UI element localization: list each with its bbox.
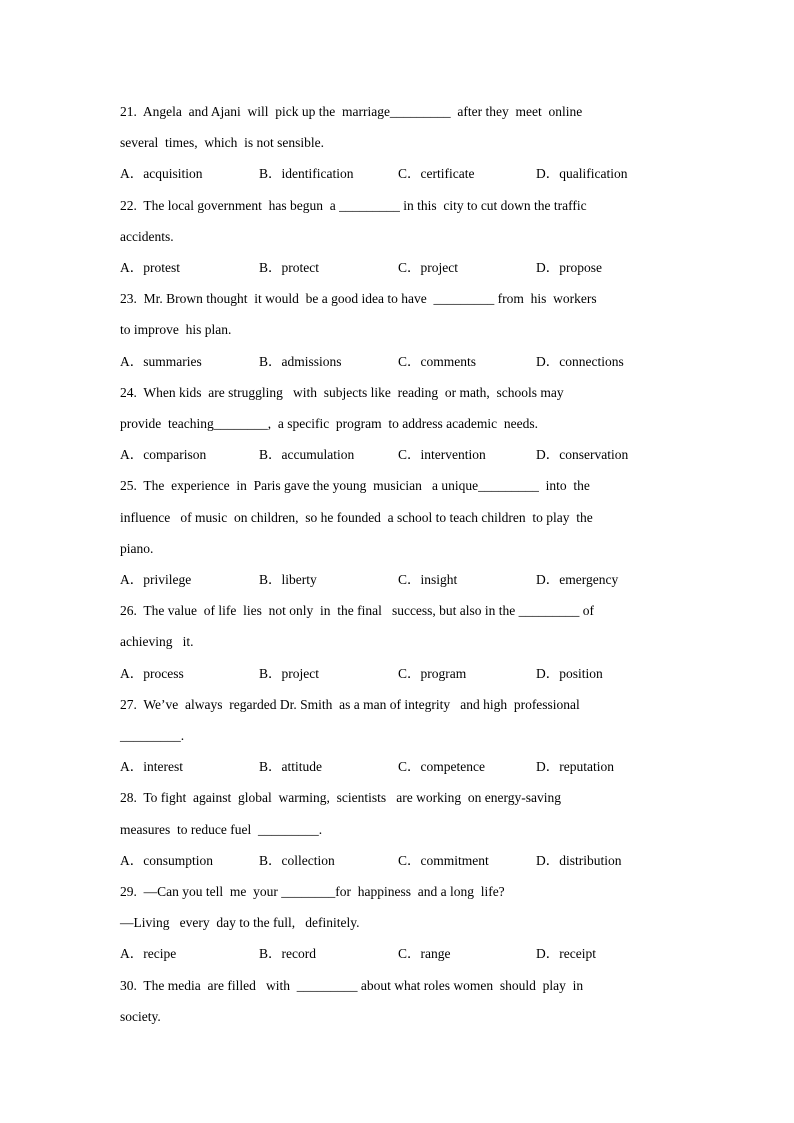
option-b[interactable]: B．liberty — [259, 572, 317, 587]
option-a[interactable]: A．process — [120, 665, 184, 681]
option-b[interactable]: B．attitude — [259, 759, 322, 775]
option-d[interactable]: D．distribution — [536, 852, 622, 868]
option-a[interactable]: A．privilege — [120, 572, 192, 587]
question-stem: 30. The media are filled with _________ about what roles women should play in — [120, 977, 584, 993]
option-b[interactable]: B．admissions — [259, 353, 342, 369]
question-stem: 21. Angela and Ajani will pick up the marriage_________ after they meet online — [120, 104, 583, 119]
option-a[interactable]: A．protest — [120, 260, 180, 275]
option-c[interactable]: C．competence — [398, 759, 485, 775]
option-b[interactable]: B．protect — [259, 260, 319, 275]
question-stem: 22. The local government has begun a _________ in this city to cut down the traffic — [120, 197, 587, 213]
option-c[interactable]: C．range — [398, 946, 451, 962]
question-stem: 27. We’ve always regarded Dr. Smith as a man of integrity and high professional — [120, 696, 580, 712]
option-d[interactable]: D．receipt — [536, 946, 596, 962]
question-stem: 23. Mr. Brown thought it would be a good idea to have _________ from his workers — [120, 291, 597, 307]
option-d[interactable]: D．position — [536, 665, 603, 681]
option-c[interactable]: C．program — [398, 665, 467, 681]
option-a[interactable]: A．summaries — [120, 353, 202, 369]
option-c[interactable]: C．insight — [398, 572, 458, 587]
option-b[interactable]: B．project — [259, 665, 319, 681]
option-d[interactable]: D．propose — [536, 260, 602, 275]
question-stem: 29. —Can you tell me your ________for happiness and a long life? — [120, 884, 505, 899]
option-a[interactable]: A．consumption — [120, 852, 213, 868]
question-stem-continued: achieving it. — [120, 634, 194, 650]
option-d[interactable]: D．connections — [536, 353, 624, 369]
question-stem-continued: measures to reduce fuel _________. — [120, 821, 323, 837]
option-a[interactable]: A．comparison — [120, 447, 207, 463]
option-b[interactable]: B．record — [259, 946, 316, 962]
question-stem-continued: provide teaching________, a specific program to address academic needs. — [120, 416, 538, 431]
question-stem: 25. The experience in Paris gave the young musician a unique_________ into the — [120, 478, 590, 494]
option-b[interactable]: B．collection — [259, 852, 335, 868]
option-c[interactable]: C．project — [398, 260, 458, 275]
option-d[interactable]: D．conservation — [536, 447, 629, 463]
question-stem-continued: society. — [120, 1008, 161, 1024]
option-c[interactable]: C．commitment — [398, 852, 489, 868]
option-c[interactable]: C．comments — [398, 353, 476, 369]
option-c[interactable]: C．certificate — [398, 166, 475, 182]
option-a[interactable]: A．recipe — [120, 946, 177, 962]
question-stem-continued: piano. — [120, 540, 154, 556]
option-c[interactable]: C．intervention — [398, 447, 486, 463]
question-stem-continued: to improve his plan. — [120, 322, 232, 338]
option-b[interactable]: B．identification — [259, 166, 354, 182]
option-d[interactable]: D．reputation — [536, 759, 614, 775]
option-d[interactable]: D．emergency — [536, 572, 619, 587]
option-a[interactable]: A．interest — [120, 759, 183, 775]
option-b[interactable]: B．accumulation — [259, 447, 355, 463]
question-stem-continued: influence of music on children, so he founded a school to teach children to play the — [120, 509, 593, 525]
question-stem: 24. When kids are struggling with subjects like reading or math, schools may — [120, 384, 564, 400]
question-stem: 28. To fight against global warming, scientists are working on energy-saving — [120, 790, 561, 806]
option-a[interactable]: A．acquisition — [120, 166, 203, 182]
question-stem-continued: —Living every day to the full, definitely. — [120, 915, 360, 931]
question-stem-continued: several times, which is not sensible. — [120, 135, 324, 151]
question-stem-continued: _________. — [120, 728, 185, 743]
question-stem-continued: accidents. — [120, 228, 174, 244]
option-d[interactable]: D．qualification — [536, 166, 628, 182]
question-stem: 26. The value of life lies not only in the final success, but also in the _________ of — [120, 603, 595, 619]
